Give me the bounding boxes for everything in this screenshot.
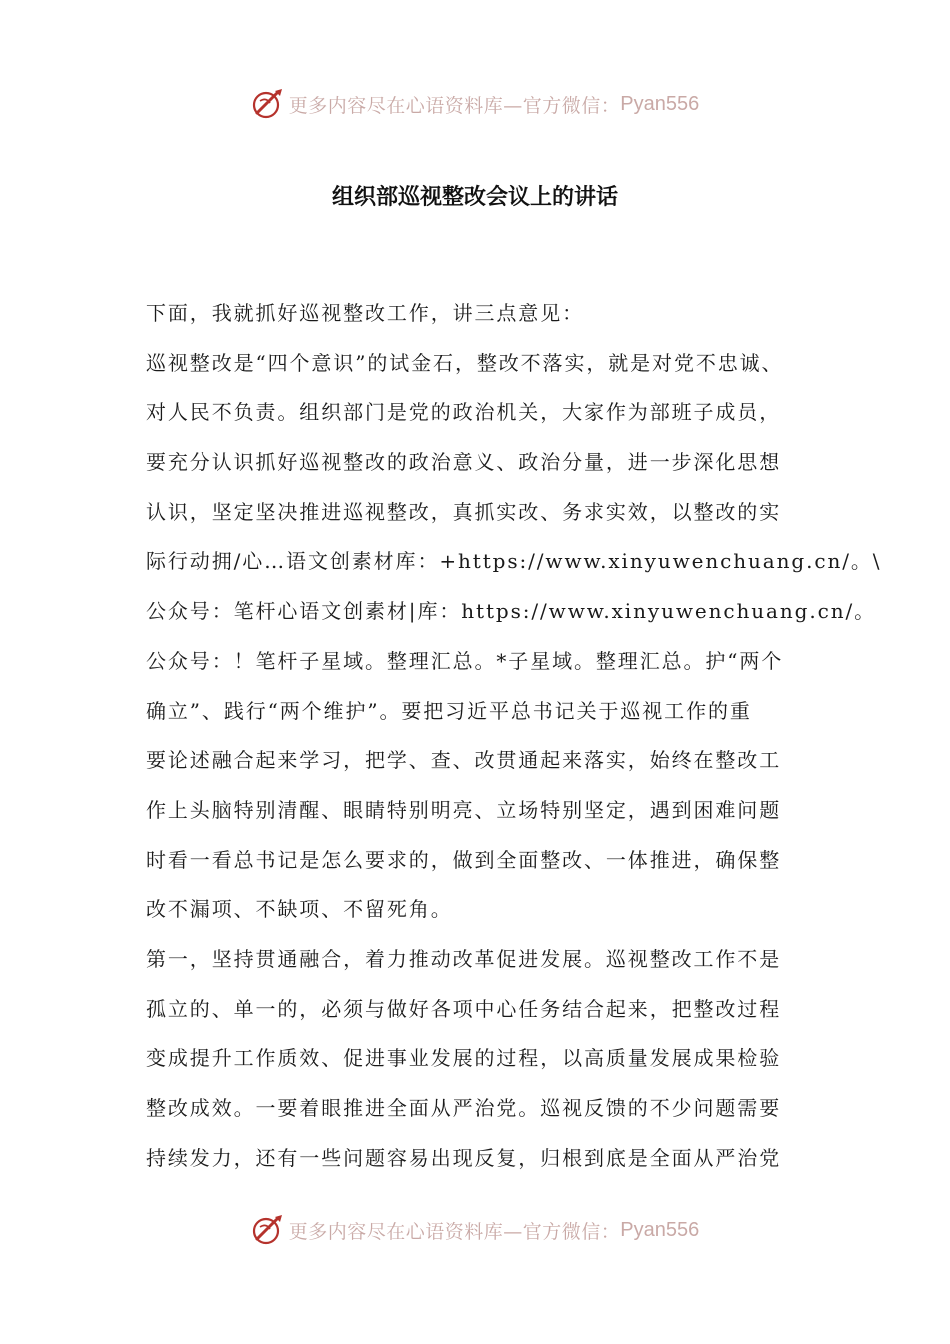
text-line: 持续发力，还有一些问题容易出现反复，归根到底是全面从严治党 (146, 1145, 782, 1170)
text-line: 确立”、践行“两个维护”。要把习近平总书记关于巡视工作的重 (146, 698, 752, 723)
text-line: 公众号：！笔杆子星域。整理汇总。*子星域。整理汇总。护“两个 (146, 648, 784, 673)
text-line: 第一，坚持贯通融合，着力推动改革促进发展。巡视整改工作不是 (146, 946, 782, 971)
text-line: 公众号：笔杆心语文创素材|库：https://www.xinyuwenchuang.cn/。 (146, 599, 877, 624)
text-line: 整改成效。一要着眼推进全面从严治党。巡视反馈的不少问题需要 (146, 1096, 782, 1120)
footer-banner (0, 1208, 950, 1252)
pen-logo-icon (251, 87, 285, 121)
banner-text: 更多内容尽在心语资料库—官方微信： (288, 94, 621, 117)
page-title: 组织部巡视整改会议上的讲话 (331, 185, 618, 210)
text-line: 改不漏项、不缺项、不留死角。 (146, 897, 453, 922)
banner-account: Pyan556 (620, 92, 700, 115)
text-line: 作上头脑特别清醒、眼睛特别明亮、立场特别坚定，遇到困难问题 (146, 797, 782, 822)
document-body (146, 293, 882, 1187)
text-line: 时看一看总书记是怎么要求的，做到全面整改、一体推进，确保整 (146, 847, 782, 872)
text-line: 下面，我就抓好巡视整改工作，讲三点意见： (146, 301, 584, 325)
header-banner (0, 82, 950, 126)
banner-text: 更多内容尽在心语资料库—官方微信： (288, 1220, 621, 1243)
text-line: 要充分认识抓好巡视整改的政治意义、政治分量，进一步深化思想 (146, 450, 782, 475)
text-line: 认识，坚定坚决推进巡视整改，真抓实改、务求实效，以整改的实 (146, 499, 782, 524)
text-line: 巡视整改是“四个意识”的试金石，整改不落实，就是对党不忠诚、 (146, 350, 784, 375)
text-line: 对人民不负责。组织部门是党的政治机关，大家作为部班子成员， (146, 400, 782, 425)
banner-account: Pyan556 (620, 1218, 700, 1241)
text-line: 孤立的、单一的，必须与做好各项中心任务结合起来，把整改过程 (146, 996, 782, 1021)
pen-logo-icon (251, 1213, 285, 1247)
text-line: 变成提升工作质效、促进事业发展的过程，以高质量发展成果检验 (146, 1046, 782, 1071)
text-line: 际行动拥/心…语文创素材库：+https://www.xinyuwenchuang.cn/。\ (146, 549, 882, 574)
text-line: 要论述融合起来学习，把学、查、改贯通起来落实，始终在整改工 (146, 748, 782, 773)
